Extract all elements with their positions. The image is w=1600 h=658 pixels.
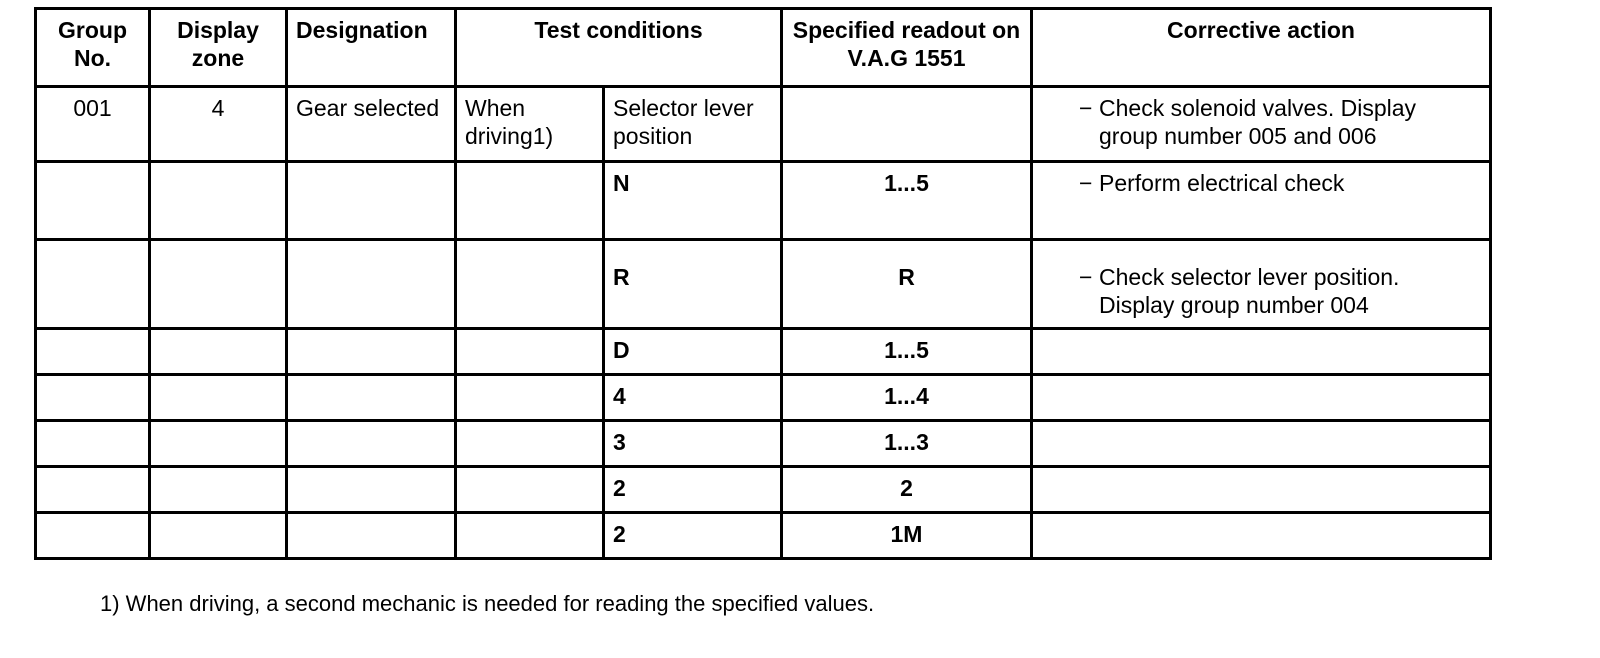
display-zone-cell bbox=[150, 375, 287, 421]
designation-cell bbox=[287, 467, 456, 513]
designation-cell bbox=[287, 513, 456, 559]
dash-bullet: − bbox=[1079, 170, 1093, 196]
selector-cell: D bbox=[604, 329, 782, 375]
display-zone-cell bbox=[150, 162, 287, 240]
display-zone-cell bbox=[150, 467, 287, 513]
designation-cell: Gear selected bbox=[287, 87, 456, 162]
group-no-cell bbox=[36, 240, 150, 329]
designation-cell bbox=[287, 162, 456, 240]
display-zone-cell bbox=[150, 513, 287, 559]
header-row bbox=[36, 9, 1491, 87]
footnote: 1) When driving, a second mechanic is needed for reading the specified values. bbox=[100, 591, 875, 616]
designation-cell bbox=[287, 375, 456, 421]
designation-cell bbox=[287, 421, 456, 467]
selector-cell: Selector lever position bbox=[604, 87, 782, 162]
dash-bullet: − bbox=[1079, 264, 1093, 290]
readout-cell: R bbox=[782, 240, 1032, 329]
readout-cell: 1...4 bbox=[782, 375, 1032, 421]
selector-cell: 2 bbox=[604, 513, 782, 559]
dash-bullet: − bbox=[1079, 95, 1093, 121]
designation-cell bbox=[287, 329, 456, 375]
readout-cell: 1M bbox=[782, 513, 1032, 559]
group-no-cell: 001 bbox=[36, 87, 150, 162]
corrective-action-cell bbox=[1032, 240, 1491, 329]
corrective-action-text: Perform electrical check bbox=[1099, 170, 1345, 196]
condition-cell bbox=[456, 375, 604, 421]
header-group-no: Group No. bbox=[36, 9, 150, 87]
table-row bbox=[36, 240, 1491, 329]
header-display-zone: Display zone bbox=[150, 9, 287, 87]
display-zone-cell bbox=[150, 421, 287, 467]
table-row bbox=[36, 87, 1491, 162]
corrective-action-cell bbox=[1032, 375, 1491, 421]
condition-cell bbox=[456, 467, 604, 513]
header-designation: Designation bbox=[287, 9, 456, 87]
readout-cell: 1...5 bbox=[782, 329, 1032, 375]
group-no-cell bbox=[36, 513, 150, 559]
display-zone-cell bbox=[150, 329, 287, 375]
display-zone-cell: 4 bbox=[150, 87, 287, 162]
header-corrective-action: Corrective action bbox=[1032, 9, 1491, 87]
display-zone-cell bbox=[150, 240, 287, 329]
header-specified-readout: Specified readout on V.A.G 1551 bbox=[782, 9, 1032, 87]
condition-cell bbox=[456, 162, 604, 240]
corrective-action-cell bbox=[1032, 87, 1491, 162]
corrective-action-cell bbox=[1032, 329, 1491, 375]
table-row bbox=[36, 329, 1491, 375]
corrective-action-cell bbox=[1032, 467, 1491, 513]
readout-cell: 2 bbox=[782, 467, 1032, 513]
table-row bbox=[36, 421, 1491, 467]
table-row bbox=[36, 162, 1491, 240]
group-no-cell bbox=[36, 375, 150, 421]
selector-cell: 3 bbox=[604, 421, 782, 467]
readout-cell bbox=[782, 87, 1032, 162]
group-no-cell bbox=[36, 162, 150, 240]
group-no-cell bbox=[36, 421, 150, 467]
group-no-cell bbox=[36, 467, 150, 513]
selector-cell: 2 bbox=[604, 467, 782, 513]
corrective-action-cell bbox=[1032, 421, 1491, 467]
selector-cell: R bbox=[604, 240, 782, 329]
designation-cell bbox=[287, 240, 456, 329]
selector-cell: N bbox=[604, 162, 782, 240]
table-row bbox=[36, 467, 1491, 513]
condition-cell bbox=[456, 513, 604, 559]
corrective-action-text: Check selector lever position. Display group number 004 bbox=[1099, 264, 1400, 318]
table-row bbox=[36, 513, 1491, 559]
header-test-conditions: Test conditions bbox=[456, 9, 782, 87]
condition-cell: When driving1) bbox=[456, 87, 604, 162]
condition-cell bbox=[456, 421, 604, 467]
corrective-action-text: Check solenoid valves. Display group number 005 and 006 bbox=[1099, 95, 1417, 149]
condition-cell bbox=[456, 240, 604, 329]
corrective-action-cell bbox=[1032, 162, 1491, 240]
selector-cell: 4 bbox=[604, 375, 782, 421]
readout-cell: 1...3 bbox=[782, 421, 1032, 467]
corrective-action-cell bbox=[1032, 513, 1491, 559]
condition-cell bbox=[456, 329, 604, 375]
readout-cell: 1...5 bbox=[782, 162, 1032, 240]
specification-table bbox=[34, 7, 1492, 560]
table-row bbox=[36, 375, 1491, 421]
group-no-cell bbox=[36, 329, 150, 375]
